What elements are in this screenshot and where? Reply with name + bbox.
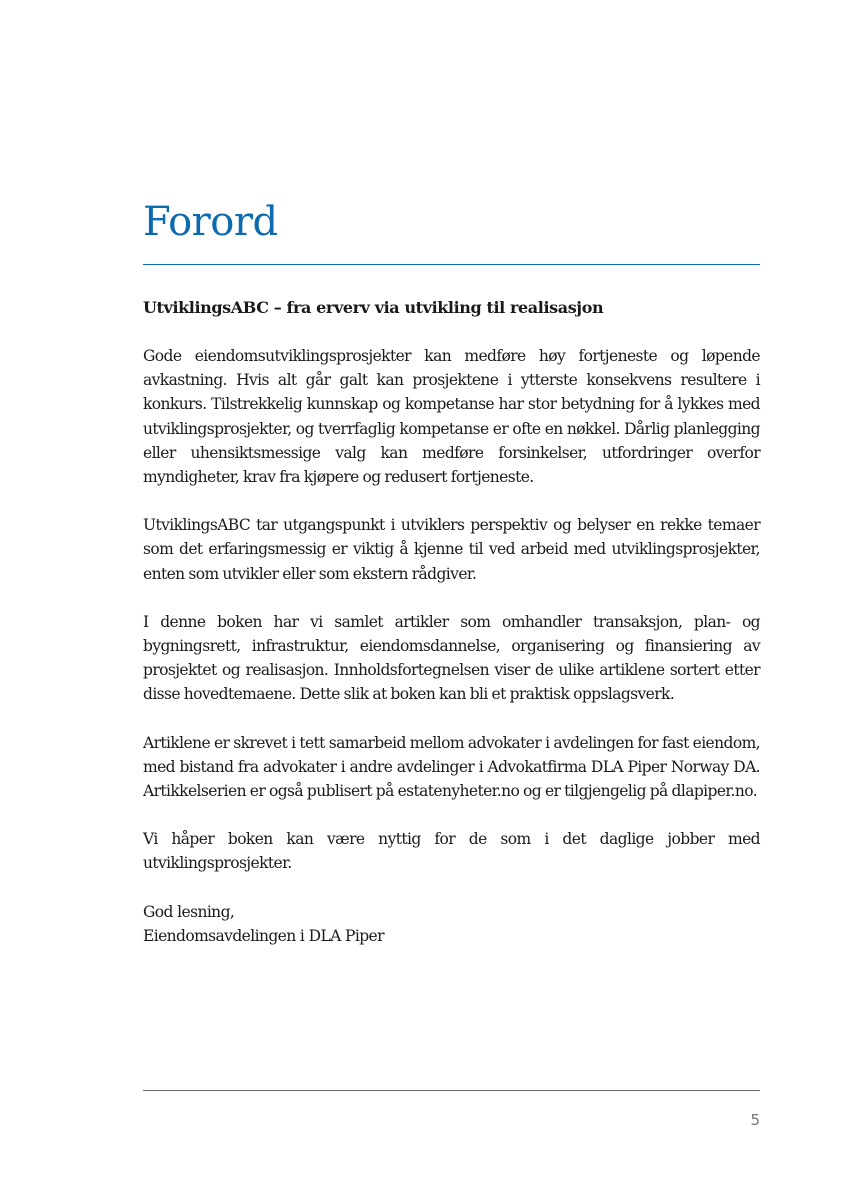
paragraph-1: Gode eiendomsutviklingsprosjekter kan medføre høy fortjeneste og løpende avkastning. Hvis alt går galt kan prosjektene i ytterste konsekvens resultere i konkurs. Tilstrekkelig kunnskap og kompetanse har stor betydning for å lykkes med utviklingsprosjekter, og tverrfaglig kompetanse er ofte en nøkkel. Dårlig planlegging eller uhensiktsmessige valg kan medføre forsinkelser, utfordringer overfor myndigheter, krav fra kjøpere og redusert fortjeneste. [143,347,760,487]
paragraph-5: Vi håper boken kan være nyttig for de som i det daglige jobber med utviklingsprosjekter. [143,830,760,873]
page-number: 5 [750,1111,760,1129]
signature: Eiendomsavdelingen i DLA Piper [143,926,384,945]
page-title: Forord [143,199,278,245]
subheading: UtviklingsABC – fra erverv via utvikling til realisasjon [143,298,604,317]
paragraph-3: I denne boken har vi samlet artikler som omhandler transaksjon, plan- og bygningsrett, infrastruktur, eiendomsdannelse, organisering og finansiering av prosjektet og realisasjon. Innholdsfortegnelsen viser de ulike artiklene sortert etter disse hovedtemaene. Dette slik at boken kan bli et praktisk oppslagsverk. [143,612,760,704]
footer-divider [143,1090,760,1091]
foreword-body [143,296,760,948]
paragraph-4: Artiklene er skrevet i tett samarbeid mellom advokater i avdelingen for fast eiendom, med bistand fra advokater i andre avdelinger i Advokatfirma DLA Piper Norway DA. Artikkelserien er også publisert på estatenyheter.no og er tilgjengelig på dlapiper.no. [143,733,760,801]
closing-greeting: God lesning, [143,902,235,921]
paragraph-2: UtviklingsABC tar utgangspunkt i utviklers perspektiv og belyser en rekke temaer som det erfaringsmessig er viktig å kjenne til ved arbeid med utviklingsprosjekter, enten som utvikler eller som ekstern rådgiver. [143,516,760,583]
title-divider [143,264,760,265]
document-page [143,0,760,1200]
